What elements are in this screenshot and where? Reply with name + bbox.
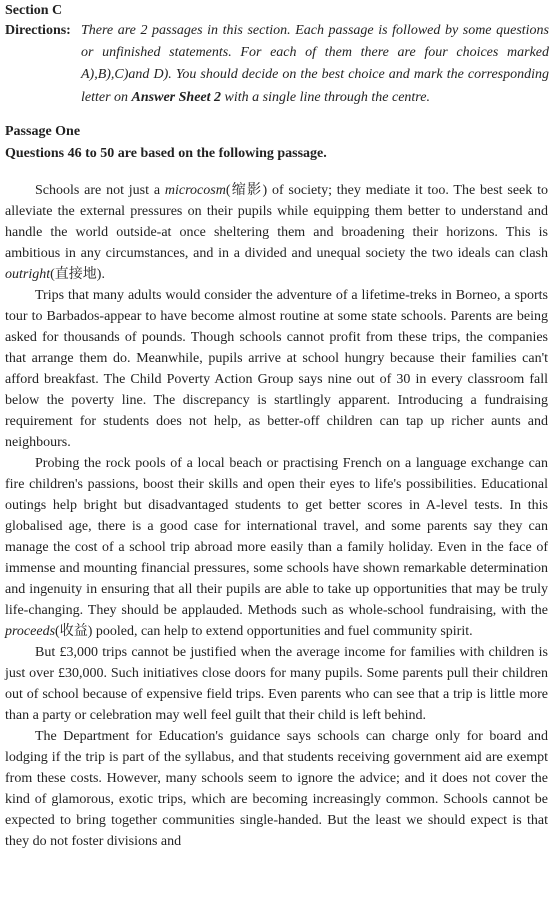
- paragraph-1-text-a: Schools are not just a: [35, 183, 165, 198]
- section-title: Section C: [5, 3, 63, 18]
- glossed-word-microcosm: microcosm: [164, 183, 226, 198]
- directions-label: Directions:: [5, 23, 71, 38]
- paragraph-2: Trips that many adults would consider the adventure of a lifetime-treks in Borneo, a sports tour to Barbados-appear to have become almost routine at some state schools. Parents are being asked for thousands of pounds. Though schools cannot profit from these trips, the companies that arrange them do. Meanwhile, pupils arrive at school hungry because their families can't afford breakfast. The Child Poverty Action Group says nine out of 30 in every classroom fall below the poverty line. The discrepancy is startlingly apparent. Introducing a fundraising requirement for students does not help, as better-off children can tap up richer aunts and neighbours.: [5, 288, 548, 450]
- paragraph-1-text-c: (直接地).: [50, 267, 105, 282]
- paragraph-4: But £3,000 trips cannot be justified when the average income for families with children is just over £30,000. Such initiatives close doors for many pupils. Some parents pull their children out of school because of expensive field trips. Even parents who can see that a trip is little more than a party or celebration may well feel guilt that their child is left behind.: [5, 645, 548, 723]
- directions-text: [81, 20, 549, 109]
- answer-sheet-reference: Answer Sheet 2: [131, 89, 222, 105]
- directions-text-start: There are 2 passages in this section. Each passage is followed by some questions or unfinished statements. For each of them there are four choices marked A),B),C)and D). You should decide on the best choice and mark the corresponding letter on: [81, 23, 549, 105]
- paragraph-3: [5, 453, 548, 642]
- paragraph-3-text-a: Probing the rock pools of a local beach or practising French on a language exchange can fire children's passions, boost their skills and open their eyes to life's possibilities. Educational outings help bright but disadvantaged students to get better scores in A-level tests. In this globalised age, there is a good case for international travel, and some parents say they can manage the cost of a school trip abroad more easily than a family holiday. Even in the face of immense and mounting financial pressures, some schools have shown remarkable determination and ingenuity in ensuring that all their pupils are able to take up opportunities that may be truly life-changing. They should be applauded. Methods such as whole-school fundraising, with the: [5, 456, 548, 618]
- directions-block: [5, 20, 549, 109]
- paragraph-5: The Department for Education's guidance says schools can charge only for board and lodging if the trip is part of the syllabus, and that students receiving government aid are exempt from these costs. However, many schools seem to ignore the advice; and it does not cover the kind of glamorous, exotic trips, which are becoming increasingly common. Schools cannot be expected to bring together communities single-handed. But the least we should expect is that they do not foster divisions and: [5, 729, 548, 849]
- directions-text-end: with a single line through the centre.: [221, 89, 430, 105]
- glossed-word-outright: outright: [5, 267, 51, 282]
- glossed-word-proceeds: proceeds: [5, 624, 56, 639]
- passage-body: [5, 180, 548, 852]
- paragraph-1: [5, 180, 548, 285]
- passage-title: Passage One: [5, 124, 81, 139]
- paragraph-1-text-b: (缩影) of society; they mediate it too. The best seek to alleviate the external pressures on their pupils while equipping them better to understand and handle the world outside-at once sheltering them and broadening their horizons. This is ambitious in any circumstances, and in a divided and unequal society the two ideals can clash: [5, 183, 548, 261]
- questions-intro: Questions 46 to 50 are based on the following passage.: [5, 146, 327, 161]
- paragraph-3-text-b: (收益) pooled, can help to extend opportunities and fuel community spirit.: [55, 624, 473, 639]
